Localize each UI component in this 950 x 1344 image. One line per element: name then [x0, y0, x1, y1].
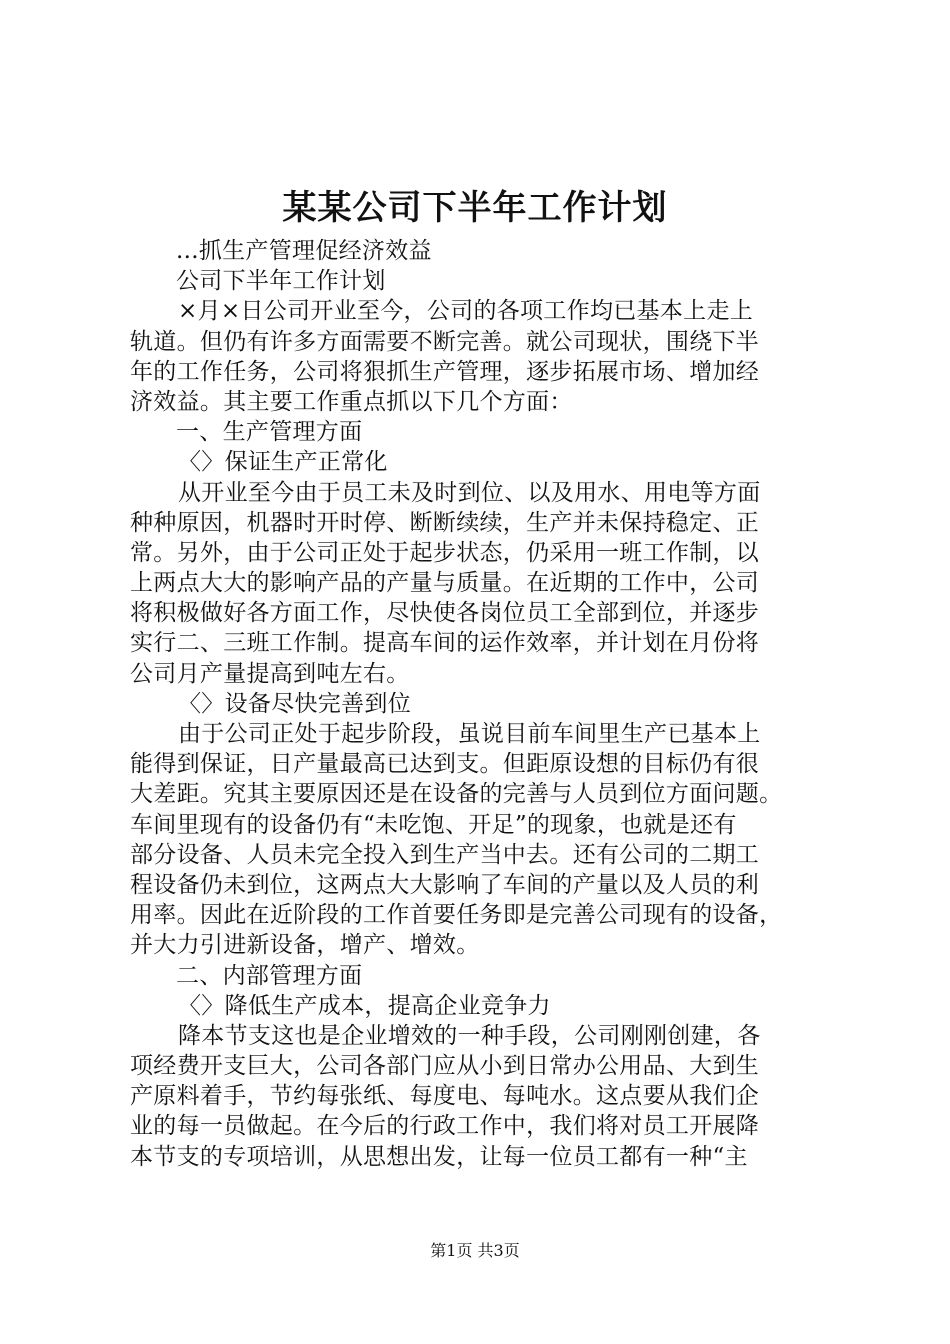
body-line: 〈〉保证生产正常化 [178, 449, 388, 476]
body-line: ...抓生产管理促经济效益 [176, 238, 432, 264]
body-line: 〈〉降低生产成本，提高企业竞争力 [178, 992, 551, 1019]
body-line: 济效益。其主要工作重点抓以下几个方面： [130, 388, 573, 415]
body-line: 实行二、三班工作制。提高车间的运作效率，并计划在月份将 [130, 630, 760, 657]
body-line: 将积极做好各方面工作，尽快使各岗位员工全部到位，并逐步 [130, 600, 760, 627]
body-line: 年的工作任务，公司将狠抓生产管理，逐步拓展市场、增加经 [130, 358, 760, 385]
body-line: 〈〉设备尽快完善到位 [178, 690, 411, 717]
document-title: 某某公司下半年工作计划 [282, 188, 668, 228]
body-line: 并大力引进新设备，增产、增效。 [130, 932, 480, 959]
body-line: 部分设备、人员未完全投入到生产当中去。还有公司的二期工 [130, 841, 760, 868]
body-line: 常。另外，由于公司正处于起步状态，仍采用一班工作制，以 [130, 539, 760, 566]
body-line: 业的每一员做起。在今后的行政工作中，我们将对员工开展降 [130, 1113, 760, 1140]
body-line: 降本节支这也是企业增效的一种手段，公司刚刚创建，各 [178, 1022, 761, 1049]
body-line: 公司月产量提高到吨左右。 [130, 660, 410, 687]
body-line: 能得到保证，日产量最高已达到支。但距原设想的目标仍有很 [130, 751, 760, 778]
body-line: 公司下半年工作计划 [176, 268, 386, 295]
body-line: 用率。因此在近阶段的工作首要任务即是完善公司现有的设备， [130, 902, 783, 929]
body-line: 轨道。但仍有许多方面需要不断完善。就公司现状，围绕下半 [130, 328, 760, 355]
body-line: 项经费开支巨大，公司各部门应从小到日常办公用品、大到生 [130, 1053, 760, 1080]
body-line: ×月×日公司开业至今，公司的各项工作均已基本上走上 [178, 298, 754, 325]
body-line: 车间里现有的设备仍有“未吃饱、开足”的现象，也就是还有 [130, 811, 737, 838]
page-footer: 第1页 共3页 [430, 1241, 520, 1260]
body-line: 由于公司正处于起步阶段，虽说目前车间里生产已基本上 [178, 721, 761, 747]
body-line: 程设备仍未到位，这两点大大影响了车间的产量以及人员的利 [130, 871, 760, 898]
body-line: 二、内部管理方面 [176, 962, 363, 989]
body-line: 本节支的专项培训，从思想出发，让每一位员工都有一种“主 [130, 1143, 748, 1170]
body-line: 种种原因，机器时开时停、断断续续，生产并未保持稳定、正 [130, 509, 760, 536]
body-line: 上两点大大的影响产品的产量与质量。在近期的工作中，公司 [130, 570, 760, 597]
body-line: 从开业至今由于员工未及时到位、以及用水、用电等方面 [178, 479, 761, 506]
body-line: 产原料着手，节约每张纸、每度电、每吨水。这点要从我们企 [130, 1083, 760, 1110]
body-line: 一、生产管理方面 [176, 419, 363, 446]
document-body [130, 236, 840, 1172]
body-line: 大差距。究其主要原因还是在设备的完善与人员到位方面问题。 [130, 781, 783, 808]
